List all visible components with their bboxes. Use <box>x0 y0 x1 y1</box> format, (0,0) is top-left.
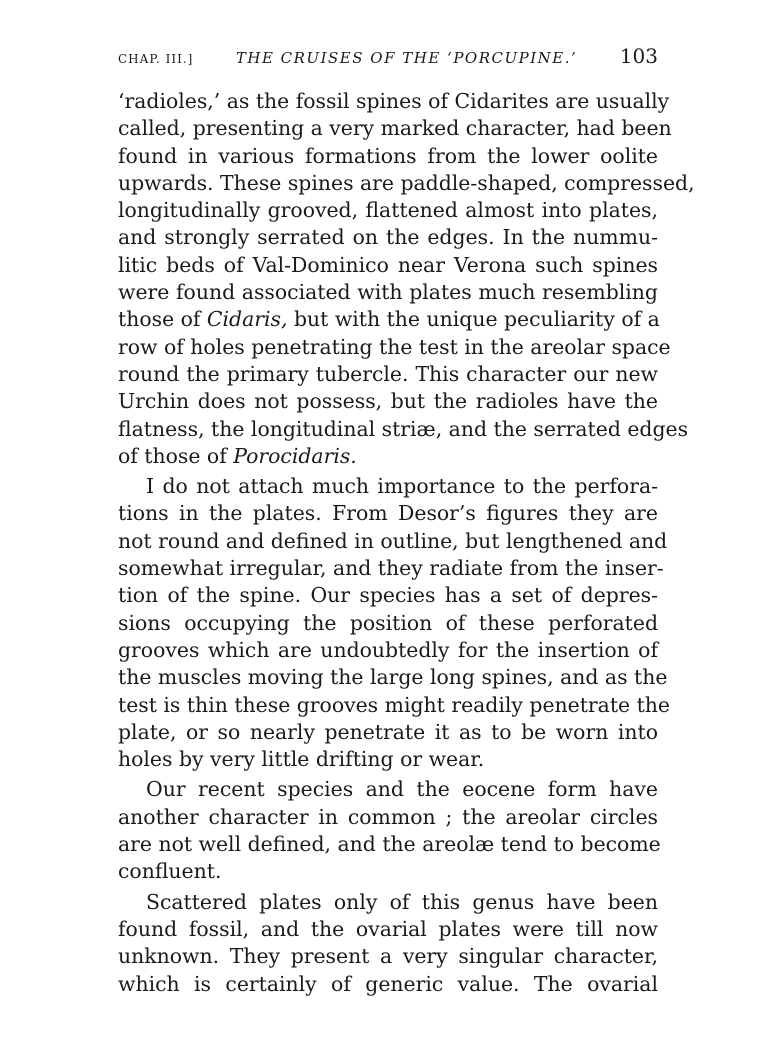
italic-text: Cidaris, <box>206 307 288 332</box>
text-segment: round the primary tubercle. This character our new <box>118 361 658 386</box>
text-line <box>118 416 689 443</box>
text-line <box>118 943 658 970</box>
text-segment: upwards. These spines are paddle-shaped, compressed, <box>118 170 695 195</box>
running-header <box>118 44 658 76</box>
paragraph <box>118 88 695 470</box>
paragraph <box>118 776 661 885</box>
text-segment: somewhat irregular, and they radiate from the inser- <box>118 556 664 581</box>
text-line <box>118 776 658 803</box>
italic-text: Porocidaris. <box>233 443 357 468</box>
text-line <box>118 170 695 197</box>
text-line <box>118 692 670 719</box>
text-segment: the muscles moving the large long spines, and as the <box>118 665 668 690</box>
text-line <box>118 334 671 361</box>
text-line <box>118 197 658 224</box>
text-line <box>118 306 658 333</box>
text-line <box>118 664 668 691</box>
text-segment: were found associated with plates much resembling <box>118 280 658 305</box>
text-segment: those of <box>118 307 207 332</box>
text-segment: tion of the spine. Our species has a set of depres- <box>118 583 658 608</box>
text-segment: confluent. <box>118 859 222 884</box>
paragraph <box>118 473 670 773</box>
text-line <box>118 361 658 388</box>
paragraph <box>118 889 658 998</box>
text-line <box>118 831 661 858</box>
text-segment: unknown. They present a very singular character, <box>118 944 658 969</box>
text-segment: tions in the plates. From Desor’s figures they are <box>118 501 658 526</box>
text-line <box>118 224 658 251</box>
text-line <box>118 971 658 998</box>
text-segment: found fossil, and the ovarial plates were till now <box>118 916 658 941</box>
text-line <box>118 889 658 916</box>
text-segment: litic beds of Val-Dominico near Verona such spines <box>118 252 658 277</box>
text-line <box>118 610 658 637</box>
text-segment: grooves which are undoubtedly for the insertion of <box>118 637 658 662</box>
text-segment: another character in common ; the areolar circles <box>118 804 658 829</box>
text-line <box>118 143 658 170</box>
text-line <box>118 555 664 582</box>
text-segment: of those of <box>118 443 234 468</box>
text-segment: and strongly serrated on the edges. In the nummu- <box>118 225 658 250</box>
text-segment: row of holes penetrating the test in the areolar space <box>118 334 671 359</box>
text-line <box>118 637 658 664</box>
text-line <box>118 528 668 555</box>
chapter-label: CHAP. III.] <box>118 52 194 66</box>
text-segment: Our recent species and the eocene form have <box>146 777 658 802</box>
text-segment: test is thin these grooves might readily penetrate the <box>118 692 670 717</box>
text-segment: are not well defined, and the areolæ tend to become <box>118 832 661 857</box>
text-line <box>118 443 658 470</box>
text-line <box>118 916 658 943</box>
text-segment: called, presenting a very marked character, had been <box>118 116 672 141</box>
text-segment: but with the unique peculiarity of a <box>287 307 660 332</box>
body-text <box>118 88 695 998</box>
text-line <box>118 88 670 115</box>
text-line <box>118 719 658 746</box>
text-segment: longitudinally grooved, flattened almost into plates, <box>118 198 658 223</box>
text-segment: sions occupying the position of these perforated <box>118 610 658 635</box>
text-segment: found in various formations from the lower oolite <box>118 143 658 168</box>
text-segment: which is certainly of generic value. The ovarial <box>118 971 658 996</box>
text-segment: Urchin does not possess, but the radioles have the <box>118 389 658 414</box>
text-line <box>118 500 658 527</box>
text-line <box>118 252 658 279</box>
text-line <box>118 804 658 831</box>
text-segment: not round and defined in outline, but lengthened and <box>118 528 668 553</box>
text-line <box>118 115 672 142</box>
text-line <box>118 279 658 306</box>
text-segment: I do not attach much importance to the perfora- <box>146 474 658 499</box>
text-line <box>118 746 658 773</box>
text-segment: ‘radioles,’ as the fossil spines of Cidarites are usually <box>118 89 670 113</box>
text-line <box>118 858 658 885</box>
text-segment: plate, or so nearly penetrate it as to be worn into <box>118 719 658 744</box>
text-line <box>118 388 658 415</box>
page-number: 103 <box>619 44 658 68</box>
text-line <box>118 473 658 500</box>
running-title: THE CRUISES OF THE ‘PORCUPINE.’ <box>235 49 578 67</box>
text-segment: holes by very little drifting or wear. <box>118 747 485 772</box>
text-segment: flatness, the longitudinal striæ, and the serrated edges <box>118 416 689 441</box>
text-segment: Scattered plates only of this genus have been <box>146 889 658 914</box>
text-line <box>118 582 658 609</box>
